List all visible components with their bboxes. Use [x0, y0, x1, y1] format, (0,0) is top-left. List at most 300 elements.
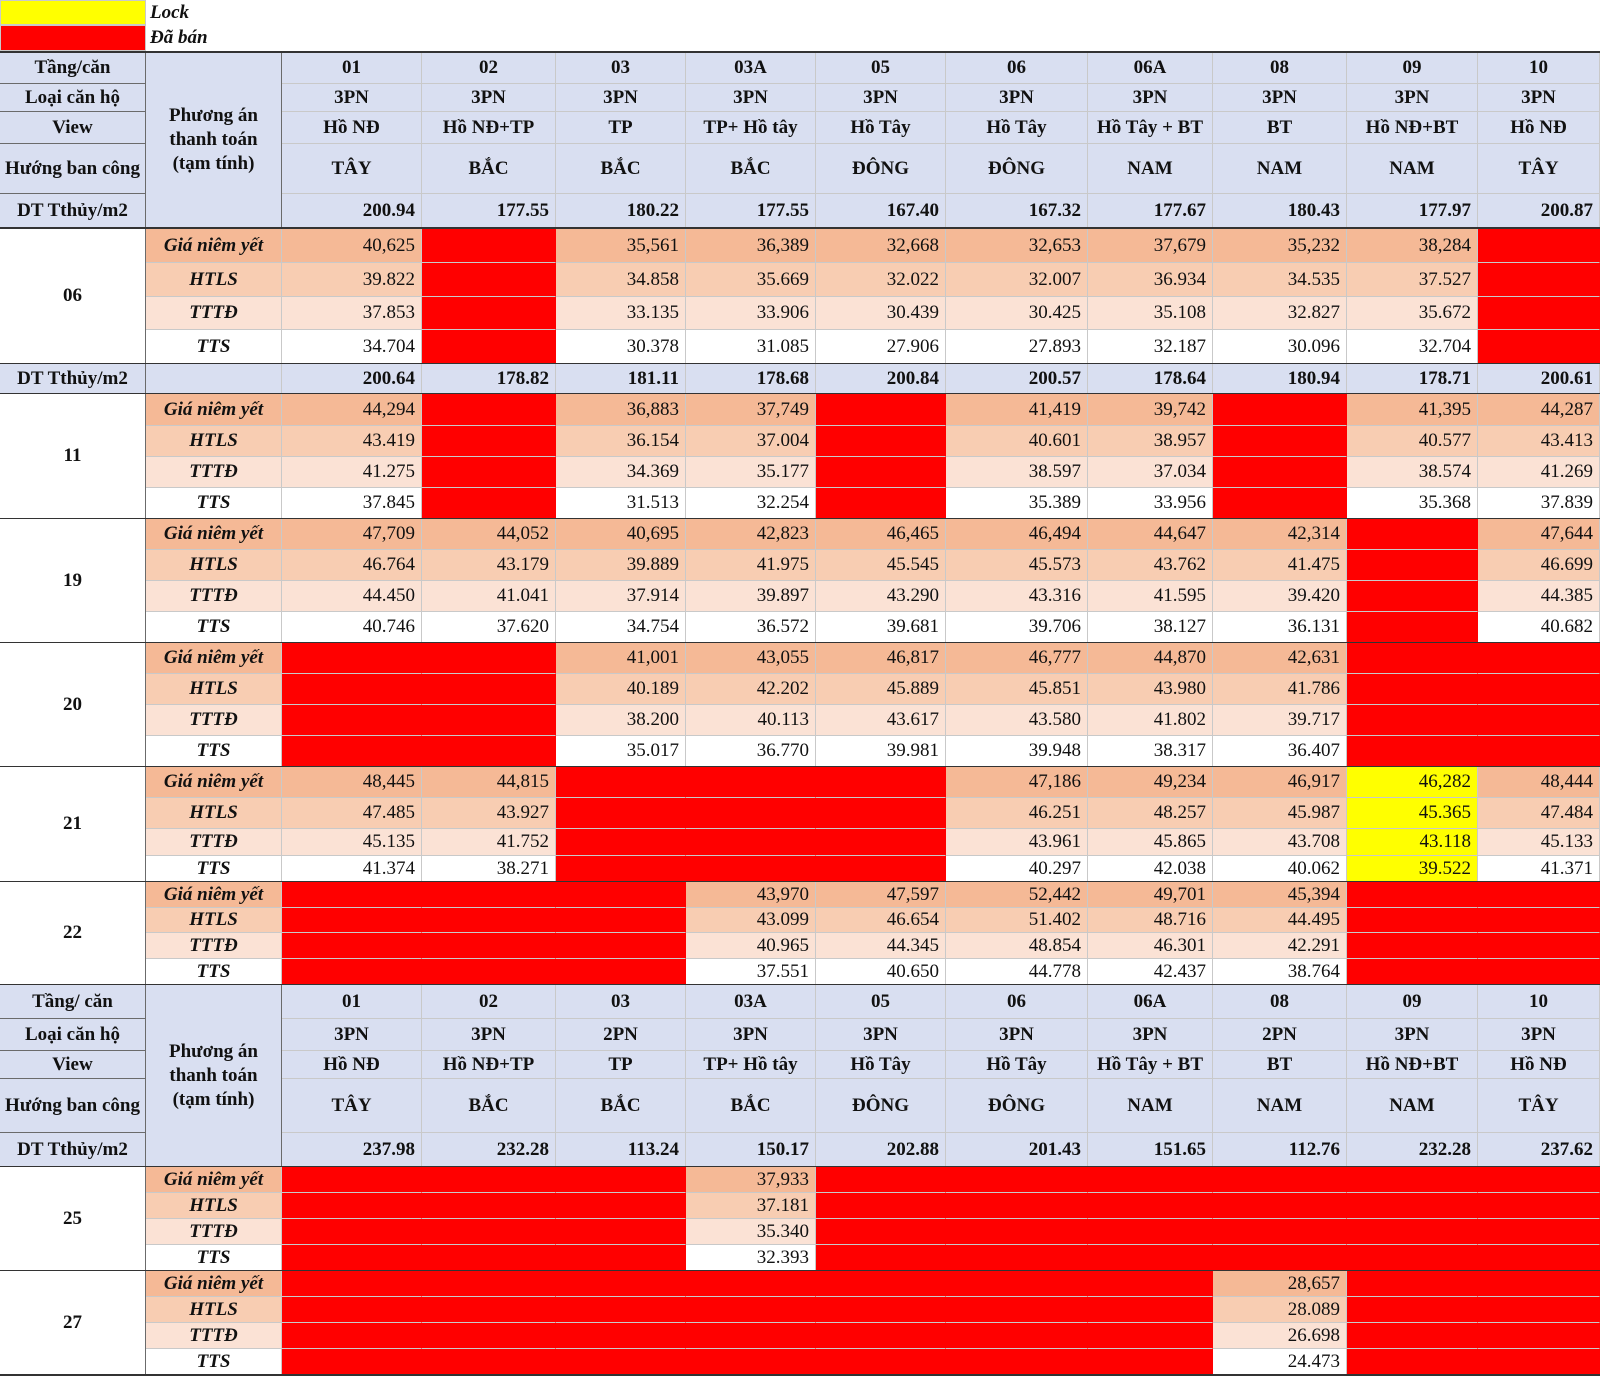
price-cell: 32,653: [946, 229, 1088, 263]
unit-type: 3PN: [1478, 1019, 1600, 1051]
sold-cell: [1478, 330, 1600, 364]
price-cell: 39,742: [1088, 394, 1213, 426]
unit-area: 177.67: [1088, 194, 1213, 228]
sold-cell: [1088, 1297, 1213, 1323]
unit-area: 200.94: [282, 194, 422, 228]
sold-cell: [1478, 1323, 1600, 1349]
unit-view: Hồ Tây: [816, 1051, 946, 1079]
payment-row-label: TTTĐ: [146, 581, 282, 612]
sold-cell: [1478, 263, 1600, 297]
price-cell: 41,419: [946, 394, 1088, 426]
unit-area: 180.94: [1213, 364, 1347, 394]
price-cell: 32.393: [686, 1245, 816, 1271]
payment-row-label: TTTĐ: [146, 297, 282, 330]
price-cell: 47,709: [282, 519, 422, 550]
unit-area: 200.57: [946, 364, 1088, 394]
unit-balcony: ĐÔNG: [946, 1079, 1088, 1133]
sold-cell: [1478, 1219, 1600, 1245]
header-label-floor-unit: Tầng/căn: [0, 52, 146, 84]
unit-balcony: TÂY: [282, 144, 422, 194]
sold-cell: [422, 263, 556, 297]
price-cell: 38.957: [1088, 426, 1213, 457]
price-cell: 42.202: [686, 674, 816, 705]
price-cell: 38.200: [556, 705, 686, 736]
unit-area: 200.84: [816, 364, 946, 394]
price-cell: 44.778: [946, 959, 1088, 985]
sold-cell: [946, 1193, 1088, 1219]
price-cell: 45.135: [282, 829, 422, 856]
sold-cell: [1478, 1297, 1600, 1323]
sold-cell: [282, 1193, 422, 1219]
sold-cell: [1478, 674, 1600, 705]
price-cell: 32.704: [1347, 330, 1478, 364]
price-cell: 43.419: [282, 426, 422, 457]
sold-cell: [422, 394, 556, 426]
unit-code: 08: [1213, 985, 1347, 1019]
price-cell: 46.654: [816, 908, 946, 933]
sold-cell: [422, 426, 556, 457]
price-cell: 34.858: [556, 263, 686, 297]
sold-cell: [1088, 1349, 1213, 1375]
sold-cell: [422, 297, 556, 330]
price-cell: 30.096: [1213, 330, 1347, 364]
sold-cell: [282, 736, 422, 767]
price-cell: 37.839: [1478, 488, 1600, 519]
sold-cell: [816, 767, 946, 798]
unit-area: 201.43: [946, 1133, 1088, 1167]
price-cell: 43.580: [946, 705, 1088, 736]
unit-view: Hồ NĐ: [282, 1051, 422, 1079]
sold-cell: [422, 1271, 556, 1297]
price-cell: 35.017: [556, 736, 686, 767]
sold-cell: [422, 330, 556, 364]
sold-cell: [1347, 674, 1478, 705]
unit-view: BT: [1213, 1051, 1347, 1079]
unit-view: TP+ Hồ tây: [686, 112, 816, 144]
header-payment-label: Phương án thanh toán (tạm tính): [146, 52, 282, 228]
unit-code: 03: [556, 985, 686, 1019]
price-cell: 45.851: [946, 674, 1088, 705]
unit-type: 3PN: [556, 84, 686, 112]
unit-area: 202.88: [816, 1133, 946, 1167]
unit-area: 151.65: [1088, 1133, 1213, 1167]
payment-row-label: Giá niêm yết: [146, 1271, 282, 1297]
payment-row-label: TTTĐ: [146, 1219, 282, 1245]
price-cell: 33.135: [556, 297, 686, 330]
price-cell: 49,234: [1088, 767, 1213, 798]
sold-cell: [422, 643, 556, 674]
legend-sold-swatch: [0, 25, 146, 51]
locked-price-cell: 39.522: [1347, 856, 1478, 882]
price-cell: 46.251: [946, 798, 1088, 829]
sold-cell: [556, 798, 686, 829]
payment-row-label: TTTĐ: [146, 1323, 282, 1349]
price-cell: 39.681: [816, 612, 946, 643]
sold-cell: [946, 1323, 1088, 1349]
price-cell: 41.975: [686, 550, 816, 581]
sold-cell: [1088, 1193, 1213, 1219]
section-border: [0, 51, 1600, 53]
price-cell: 35.368: [1347, 488, 1478, 519]
sold-cell: [556, 882, 686, 908]
floor-number: 20: [0, 643, 146, 767]
sold-cell: [422, 882, 556, 908]
price-cell: 44,870: [1088, 643, 1213, 674]
sold-cell: [1478, 908, 1600, 933]
unit-balcony: BẮC: [422, 144, 556, 194]
sold-cell: [1088, 1245, 1213, 1271]
price-cell: 41.374: [282, 856, 422, 882]
price-cell: 41.041: [422, 581, 556, 612]
price-cell: 46.699: [1478, 550, 1600, 581]
unit-area: 177.55: [686, 194, 816, 228]
unit-view: TP: [556, 112, 686, 144]
price-cell: 35,561: [556, 229, 686, 263]
price-cell: 46,817: [816, 643, 946, 674]
unit-balcony: TÂY: [1478, 1079, 1600, 1133]
sold-cell: [816, 1271, 946, 1297]
unit-balcony: BẮC: [686, 144, 816, 194]
sold-cell: [1347, 612, 1478, 643]
sold-cell: [556, 1323, 686, 1349]
price-cell: 35,232: [1213, 229, 1347, 263]
unit-balcony: NAM: [1213, 144, 1347, 194]
locked-price-cell: 43.118: [1347, 829, 1478, 856]
sold-cell: [556, 908, 686, 933]
unit-code: 08: [1213, 52, 1347, 84]
sold-cell: [1347, 933, 1478, 959]
payment-row-label: TTTĐ: [146, 829, 282, 856]
price-cell: 36.154: [556, 426, 686, 457]
price-cell: 39.822: [282, 263, 422, 297]
header-label-balcony: Hướng ban công: [0, 144, 146, 194]
sold-cell: [686, 1323, 816, 1349]
price-cell: 44,815: [422, 767, 556, 798]
unit-area: 232.28: [422, 1133, 556, 1167]
price-cell: 40.113: [686, 705, 816, 736]
sold-cell: [1347, 736, 1478, 767]
price-cell: 36.407: [1213, 736, 1347, 767]
unit-type: 3PN: [686, 1019, 816, 1051]
sold-cell: [1088, 1167, 1213, 1193]
price-cell: 38.271: [422, 856, 556, 882]
price-cell: 32.254: [686, 488, 816, 519]
sold-cell: [282, 908, 422, 933]
unit-balcony: NAM: [1088, 1079, 1213, 1133]
price-cell: 46.301: [1088, 933, 1213, 959]
sold-cell: [422, 1297, 556, 1323]
price-cell: 37.853: [282, 297, 422, 330]
price-cell: 41.269: [1478, 457, 1600, 488]
price-cell: 43.927: [422, 798, 556, 829]
unit-area: 113.24: [556, 1133, 686, 1167]
price-cell: 42,631: [1213, 643, 1347, 674]
price-cell: 42,314: [1213, 519, 1347, 550]
unit-balcony: NAM: [1088, 144, 1213, 194]
price-cell: 41.786: [1213, 674, 1347, 705]
sold-cell: [946, 1245, 1088, 1271]
unit-code: 03A: [686, 985, 816, 1019]
price-cell: 27.906: [816, 330, 946, 364]
unit-type: 3PN: [1088, 1019, 1213, 1051]
sold-cell: [816, 1297, 946, 1323]
price-cell: 44.345: [816, 933, 946, 959]
price-cell: 43,970: [686, 882, 816, 908]
price-cell: 32,668: [816, 229, 946, 263]
sold-cell: [422, 229, 556, 263]
sold-cell: [422, 457, 556, 488]
payment-row-label: HTLS: [146, 908, 282, 933]
price-cell: 47,597: [816, 882, 946, 908]
unit-area: 180.43: [1213, 194, 1347, 228]
payment-row-label: Giá niêm yết: [146, 1167, 282, 1193]
payment-row-label: Giá niêm yết: [146, 394, 282, 426]
unit-balcony: BẮC: [556, 144, 686, 194]
price-cell: 27.893: [946, 330, 1088, 364]
price-cell: 35.108: [1088, 297, 1213, 330]
sold-cell: [686, 1349, 816, 1375]
price-cell: 31.513: [556, 488, 686, 519]
floor-number: 27: [0, 1271, 146, 1375]
price-cell: 43.961: [946, 829, 1088, 856]
sold-cell: [1347, 1245, 1478, 1271]
price-cell: 43.413: [1478, 426, 1600, 457]
sold-cell: [1213, 394, 1347, 426]
payment-row-label: TTS: [146, 856, 282, 882]
price-cell: 43.290: [816, 581, 946, 612]
unit-balcony: BẮC: [422, 1079, 556, 1133]
price-cell: 43.762: [1088, 550, 1213, 581]
price-cell: 48.716: [1088, 908, 1213, 933]
sold-cell: [556, 767, 686, 798]
sold-cell: [1347, 1167, 1478, 1193]
sold-cell: [1347, 959, 1478, 985]
sold-cell: [1347, 550, 1478, 581]
unit-area: 178.68: [686, 364, 816, 394]
sold-cell: [1478, 933, 1600, 959]
sold-cell: [282, 643, 422, 674]
sold-cell: [282, 959, 422, 985]
unit-area: 237.98: [282, 1133, 422, 1167]
price-cell: 48.854: [946, 933, 1088, 959]
sold-cell: [816, 394, 946, 426]
header-label-apt-type: Loại căn hộ: [0, 84, 146, 112]
unit-code: 06: [946, 52, 1088, 84]
unit-area: 112.76: [1213, 1133, 1347, 1167]
sold-cell: [1347, 643, 1478, 674]
price-cell: 39.897: [686, 581, 816, 612]
unit-type: 3PN: [1478, 84, 1600, 112]
price-cell: 44,052: [422, 519, 556, 550]
unit-area: 200.64: [282, 364, 422, 394]
price-cell: 48,445: [282, 767, 422, 798]
price-cell: 34.754: [556, 612, 686, 643]
unit-type: 3PN: [946, 84, 1088, 112]
price-cell: 37,749: [686, 394, 816, 426]
price-cell: 40.965: [686, 933, 816, 959]
unit-view: Hồ Tây + BT: [1088, 112, 1213, 144]
sold-cell: [946, 1297, 1088, 1323]
price-cell: 35.672: [1347, 297, 1478, 330]
unit-balcony: ĐÔNG: [946, 144, 1088, 194]
sold-cell: [1213, 1219, 1347, 1245]
sold-cell: [422, 933, 556, 959]
price-cell: 36.572: [686, 612, 816, 643]
sold-cell: [1347, 519, 1478, 550]
price-cell: 30.378: [556, 330, 686, 364]
unit-code: 06: [946, 985, 1088, 1019]
unit-view: Hồ NĐ+BT: [1347, 112, 1478, 144]
sold-cell: [686, 1271, 816, 1297]
price-cell: 42.291: [1213, 933, 1347, 959]
price-cell: 41,395: [1347, 394, 1478, 426]
price-cell: 36.934: [1088, 263, 1213, 297]
payment-row-label: Giá niêm yết: [146, 643, 282, 674]
sold-cell: [422, 1323, 556, 1349]
sold-cell: [946, 1349, 1088, 1375]
price-cell: 41.275: [282, 457, 422, 488]
price-cell: 39.981: [816, 736, 946, 767]
unit-view: Hồ NĐ+BT: [1347, 1051, 1478, 1079]
sold-cell: [1347, 705, 1478, 736]
locked-price-cell: 46,282: [1347, 767, 1478, 798]
payment-row-label: TTS: [146, 330, 282, 364]
price-cell: 40,695: [556, 519, 686, 550]
payment-row-label: TTS: [146, 1245, 282, 1271]
sold-cell: [282, 1297, 422, 1323]
unit-view: Hồ NĐ: [1478, 1051, 1600, 1079]
price-cell: 30.425: [946, 297, 1088, 330]
sold-cell: [816, 1167, 946, 1193]
price-cell: 35.669: [686, 263, 816, 297]
sold-cell: [1478, 1167, 1600, 1193]
price-cell: 26.698: [1213, 1323, 1347, 1349]
sold-cell: [816, 1323, 946, 1349]
price-cell: 36.131: [1213, 612, 1347, 643]
area-spacer: [146, 364, 282, 394]
sold-cell: [422, 908, 556, 933]
sold-cell: [1478, 1349, 1600, 1375]
unit-area: 167.40: [816, 194, 946, 228]
price-cell: 39.420: [1213, 581, 1347, 612]
sold-cell: [422, 488, 556, 519]
payment-row-label: TTTĐ: [146, 705, 282, 736]
price-cell: 40.189: [556, 674, 686, 705]
price-cell: 43.980: [1088, 674, 1213, 705]
sold-cell: [422, 959, 556, 985]
unit-code: 05: [816, 52, 946, 84]
sold-cell: [1347, 1193, 1478, 1219]
sold-cell: [282, 1349, 422, 1375]
price-cell: 44.495: [1213, 908, 1347, 933]
unit-type: 3PN: [686, 84, 816, 112]
unit-code: 09: [1347, 52, 1478, 84]
sold-cell: [1347, 1323, 1478, 1349]
price-cell: 41.802: [1088, 705, 1213, 736]
sold-cell: [556, 1167, 686, 1193]
price-cell: 49,701: [1088, 882, 1213, 908]
floor-number: 22: [0, 882, 146, 985]
header-label-apt-type: Loại căn hộ: [0, 1019, 146, 1051]
unit-view: Hồ NĐ: [282, 112, 422, 144]
unit-view: Hồ NĐ+TP: [422, 112, 556, 144]
price-cell: 43.316: [946, 581, 1088, 612]
price-cell: 38.764: [1213, 959, 1347, 985]
unit-balcony: BẮC: [556, 1079, 686, 1133]
unit-area: 178.71: [1347, 364, 1478, 394]
price-cell: 43.179: [422, 550, 556, 581]
header-label-area: DT Tthủy/m2: [0, 364, 146, 394]
unit-code: 01: [282, 52, 422, 84]
legend-lock-label: Lock: [150, 2, 190, 23]
price-cell: 37.551: [686, 959, 816, 985]
sold-cell: [282, 1323, 422, 1349]
sold-cell: [816, 488, 946, 519]
price-cell: 35.389: [946, 488, 1088, 519]
sold-cell: [422, 1167, 556, 1193]
unit-code: 03A: [686, 52, 816, 84]
price-cell: 30.439: [816, 297, 946, 330]
header-label-view: View: [0, 1051, 146, 1079]
header-label-view: View: [0, 112, 146, 144]
payment-row-label: TTS: [146, 1349, 282, 1375]
header-payment-label: Phương án thanh toán (tạm tính): [146, 985, 282, 1167]
sold-cell: [1213, 488, 1347, 519]
price-cell: 28,657: [1213, 1271, 1347, 1297]
sold-cell: [1213, 1167, 1347, 1193]
unit-area: 200.61: [1478, 364, 1600, 394]
sold-cell: [816, 798, 946, 829]
sold-cell: [556, 1271, 686, 1297]
header-label-floor-unit: Tầng/ căn: [0, 985, 146, 1019]
price-cell: 40.682: [1478, 612, 1600, 643]
price-cell: 37,679: [1088, 229, 1213, 263]
payment-row-label: Giá niêm yết: [146, 882, 282, 908]
sold-cell: [1347, 908, 1478, 933]
price-cell: 37.034: [1088, 457, 1213, 488]
payment-row-label: Giá niêm yết: [146, 519, 282, 550]
payment-row-label: Giá niêm yết: [146, 767, 282, 798]
unit-type: 3PN: [816, 84, 946, 112]
price-cell: 32.827: [1213, 297, 1347, 330]
price-cell: 33.956: [1088, 488, 1213, 519]
price-cell: 40.746: [282, 612, 422, 643]
unit-view: Hồ NĐ+TP: [422, 1051, 556, 1079]
price-cell: 36,389: [686, 229, 816, 263]
payment-row-label: TTS: [146, 959, 282, 985]
unit-view: Hồ NĐ: [1478, 112, 1600, 144]
price-cell: 40.577: [1347, 426, 1478, 457]
unit-area: 181.11: [556, 364, 686, 394]
sold-cell: [686, 856, 816, 882]
unit-area: 232.28: [1347, 1133, 1478, 1167]
payment-row-label: HTLS: [146, 798, 282, 829]
unit-balcony: ĐÔNG: [816, 144, 946, 194]
price-cell: 46,465: [816, 519, 946, 550]
price-cell: 38.597: [946, 457, 1088, 488]
unit-type: 3PN: [816, 1019, 946, 1051]
price-cell: 46,777: [946, 643, 1088, 674]
sold-cell: [282, 1271, 422, 1297]
unit-type: 3PN: [946, 1019, 1088, 1051]
price-cell: 41.752: [422, 829, 556, 856]
floor-number: 19: [0, 519, 146, 643]
legend-sold-label: Đã bán: [150, 27, 208, 48]
price-cell: 44,294: [282, 394, 422, 426]
header-label-balcony: Hướng ban công: [0, 1079, 146, 1133]
sold-cell: [686, 1297, 816, 1323]
price-cell: 38.317: [1088, 736, 1213, 767]
